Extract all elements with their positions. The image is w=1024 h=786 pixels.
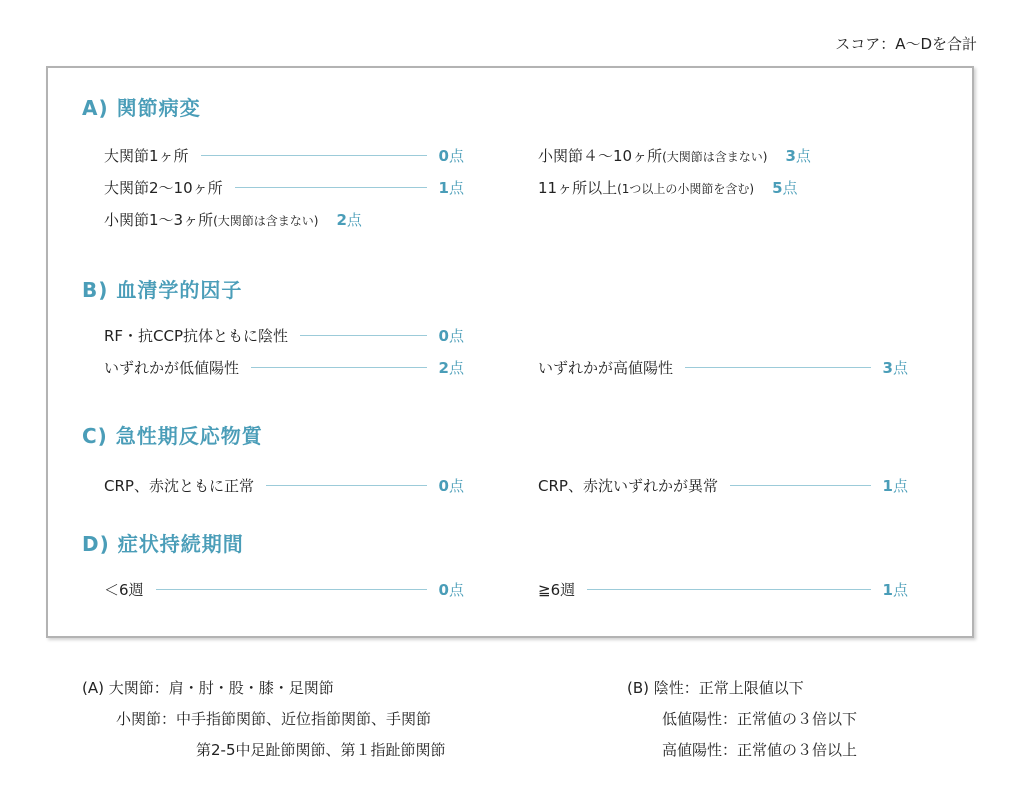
item-points: 2点 — [438, 358, 464, 377]
leader-line — [685, 367, 871, 368]
item-label: 小関節1〜3ヶ所(大関節は含まない) — [104, 210, 319, 229]
item-label: いずれかが低値陽性 — [104, 358, 240, 377]
footnote-low-positive: 低値陽性：正常値の３倍以下 — [662, 710, 858, 728]
leader-line — [730, 485, 871, 486]
criteria-item — [538, 578, 908, 600]
item-points: 3点 — [785, 146, 811, 165]
item-label: CRP、赤沈いずれかが異常 — [538, 476, 718, 495]
criteria-item — [104, 356, 464, 378]
item-points: 5点 — [772, 178, 798, 197]
criteria-item — [538, 356, 908, 378]
item-points: 0点 — [438, 476, 464, 495]
section-b-title: B) 血清学的因子 — [82, 278, 243, 302]
item-label: RF・抗CCP抗体ともに陰性 — [104, 326, 289, 345]
leader-line — [235, 187, 427, 188]
item-points: 1点 — [438, 178, 464, 197]
item-label: 小関節４〜10ヶ所(大関節は含まない) — [538, 146, 768, 165]
item-label: ＜6週 — [104, 580, 144, 599]
item-label: CRP、赤沈ともに正常 — [104, 476, 254, 495]
item-points: 0点 — [438, 580, 464, 599]
criteria-item — [104, 208, 464, 230]
section-d-title: D) 症状持続期間 — [82, 532, 244, 556]
item-points: 1点 — [882, 476, 908, 495]
criteria-item — [104, 474, 464, 496]
item-points: 1点 — [882, 580, 908, 599]
section-a-title: A) 関節病変 — [82, 96, 201, 120]
leader-line — [266, 485, 427, 486]
item-label: いずれかが高値陽性 — [538, 358, 674, 377]
leader-line — [156, 589, 427, 590]
item-note: (1つ以上の小関節を含む) — [617, 181, 755, 196]
item-note: (大関節は含まない) — [662, 149, 768, 164]
criteria-table — [46, 66, 974, 638]
footnote-high-positive: 高値陽性：正常値の３倍以上 — [662, 741, 858, 759]
leader-line — [300, 335, 427, 336]
leader-line — [201, 155, 427, 156]
criteria-item — [538, 474, 908, 496]
item-label: 大関節2〜10ヶ所 — [104, 178, 223, 197]
leader-line — [251, 367, 427, 368]
criteria-item — [104, 578, 464, 600]
criteria-item — [104, 176, 464, 198]
item-points: 0点 — [438, 326, 464, 345]
item-points: 3点 — [882, 358, 908, 377]
footnote-small-joints: 小関節：中手指節関節、近位指節関節、手関節 — [116, 710, 432, 728]
item-label: ≧6週 — [538, 580, 576, 599]
section-c-title: C) 急性期反応物質 — [82, 424, 263, 448]
item-label: 11ヶ所以上(1つ以上の小関節を含む) — [538, 178, 755, 197]
item-note: (大関節は含まない) — [213, 213, 319, 228]
footnote-small-joints-cont: 第2-5中足趾節関節、第１指趾節関節 — [196, 741, 446, 759]
item-points: 0点 — [438, 146, 464, 165]
criteria-item — [104, 144, 464, 166]
item-points: 2点 — [336, 210, 362, 229]
item-label: 大関節1ヶ所 — [104, 146, 189, 165]
score-note: スコア：A〜Dを合計 — [835, 35, 977, 53]
criteria-item — [538, 144, 908, 166]
criteria-item — [538, 176, 908, 198]
criteria-item — [104, 324, 464, 346]
footnote-large-joints: (A) 大関節：肩・肘・股・膝・足関節 — [82, 679, 334, 697]
leader-line — [587, 589, 870, 590]
footnote-negative: (B) 陰性：正常上限値以下 — [627, 679, 804, 697]
